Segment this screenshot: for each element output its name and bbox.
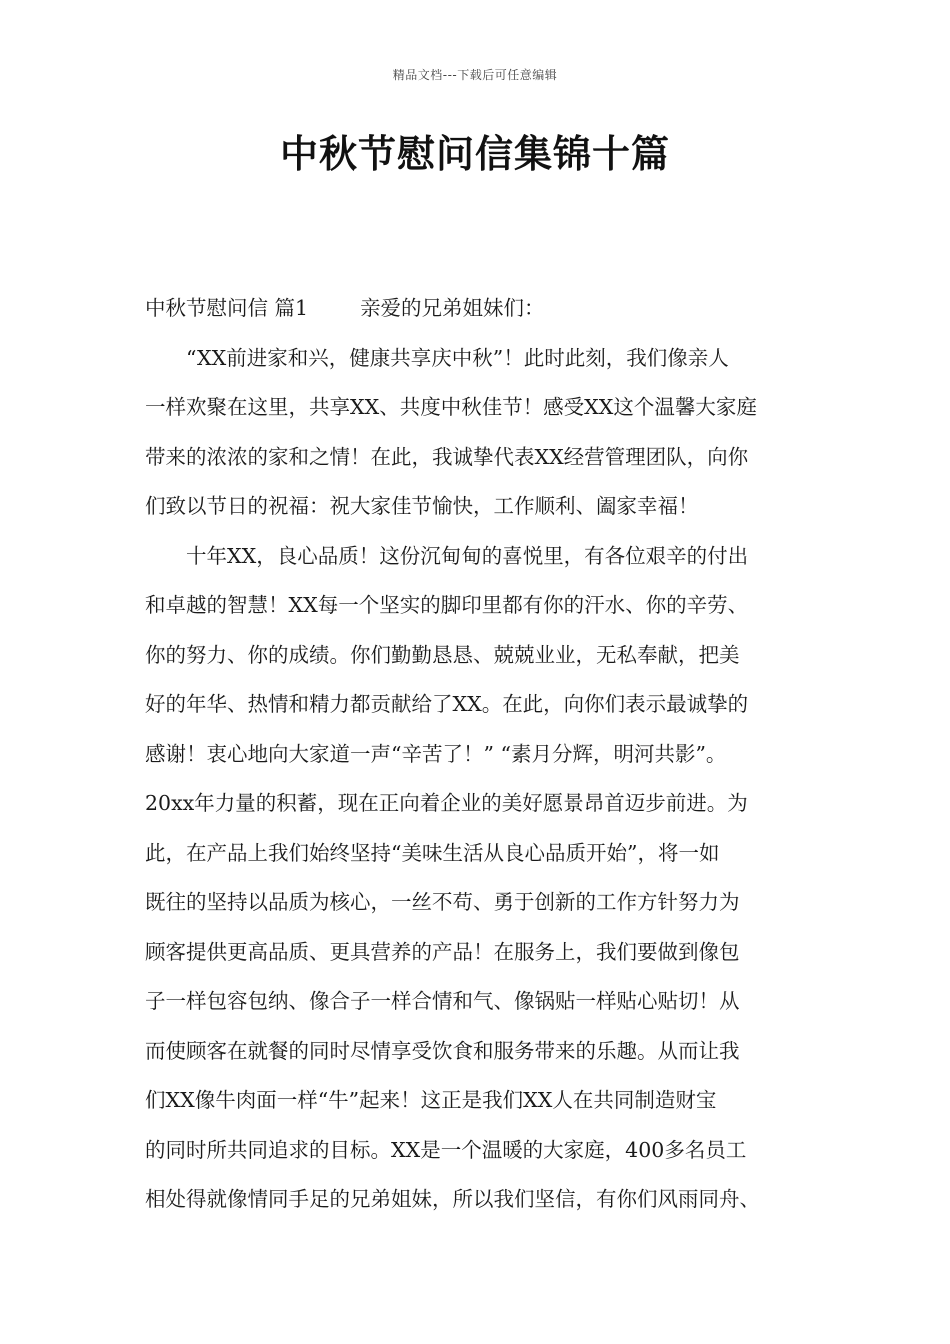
paragraph-line: 们致以节日的祝福：祝大家佳节愉快，工作顺利、阖家幸福！ — [145, 494, 699, 518]
intro-line — [145, 284, 810, 334]
page-header: 精品文档---下载后可任意编辑 — [392, 68, 558, 82]
paragraph-line: 顾客提供更高品质、更具营养的产品！在服务上，我们要做到像包 — [145, 939, 740, 964]
paragraph-line: “XX前进家和兴，健康共享庆中秋”！此时此刻，我们像亲人 — [186, 345, 729, 370]
paragraph-line: 你的努力、你的成绩。你们勤勤恳恳、兢兢业业，无私奉献，把美 — [145, 642, 740, 667]
paragraph-line: 而使顾客在就餐的同时尽情享受饮食和服务带来的乐趣。从而让我 — [145, 1038, 740, 1063]
paragraph-line: 十年XX，良心品质！这份沉甸甸的喜悦里，有各位艰辛的付出 — [186, 543, 749, 568]
paragraph-line: 们XX像牛肉面一样“牛”起来！这正是我们XX人在共同制造财宝 — [145, 1088, 717, 1112]
document-body — [145, 284, 810, 1225]
paragraph-line: 20xx年力量的积蓄，现在正向着企业的美好愿景昂首迈步前进。为 — [145, 791, 748, 815]
paragraph-line: 和卓越的智慧！XX每一个坚实的脚印里都有你的汗水、你的辛劳、 — [145, 593, 749, 617]
paragraph-line: 一样欢聚在这里，共享XX、共度中秋佳节！感受XX这个温馨大家庭 — [145, 395, 757, 419]
paragraph-line: 好的年华、热情和精力都贡献给了XX。在此，向你们表示最诚挚的 — [145, 692, 749, 716]
paragraph-line: 的同时所共同追求的目标。XX是一个温暖的大家庭，400多名员工 — [145, 1137, 747, 1162]
paragraph-line: 带来的浓浓的家和之情！在此，我诚挚代表XX经营管理团队，向你 — [145, 444, 749, 469]
paragraph-line: 相处得就像情同手足的兄弟姐妹，所以我们坚信，有你们风雨同舟、 — [145, 1187, 760, 1211]
paragraph-line: 感谢！衷心地向大家道一声“辛苦了！” “素月分辉，明河共影”。 — [145, 741, 727, 766]
document-title: 中秋节慰问信集锦十篇 — [279, 132, 670, 176]
paragraph-line: 此，在产品上我们始终坚持“美味生活从良心品质开始”，将一如 — [145, 840, 720, 865]
paragraph-line: 既往的坚持以品质为核心，一丝不苟、勇于创新的工作方针努力为 — [145, 890, 740, 914]
greeting: 亲爱的兄弟姐妹们： — [360, 296, 545, 320]
paragraph-line: 子一样包容包纳、像合子一样合情和气、像锅贴一样贴心贴切！从 — [145, 989, 740, 1013]
section-label: 中秋节慰问信 篇1 — [145, 296, 309, 320]
